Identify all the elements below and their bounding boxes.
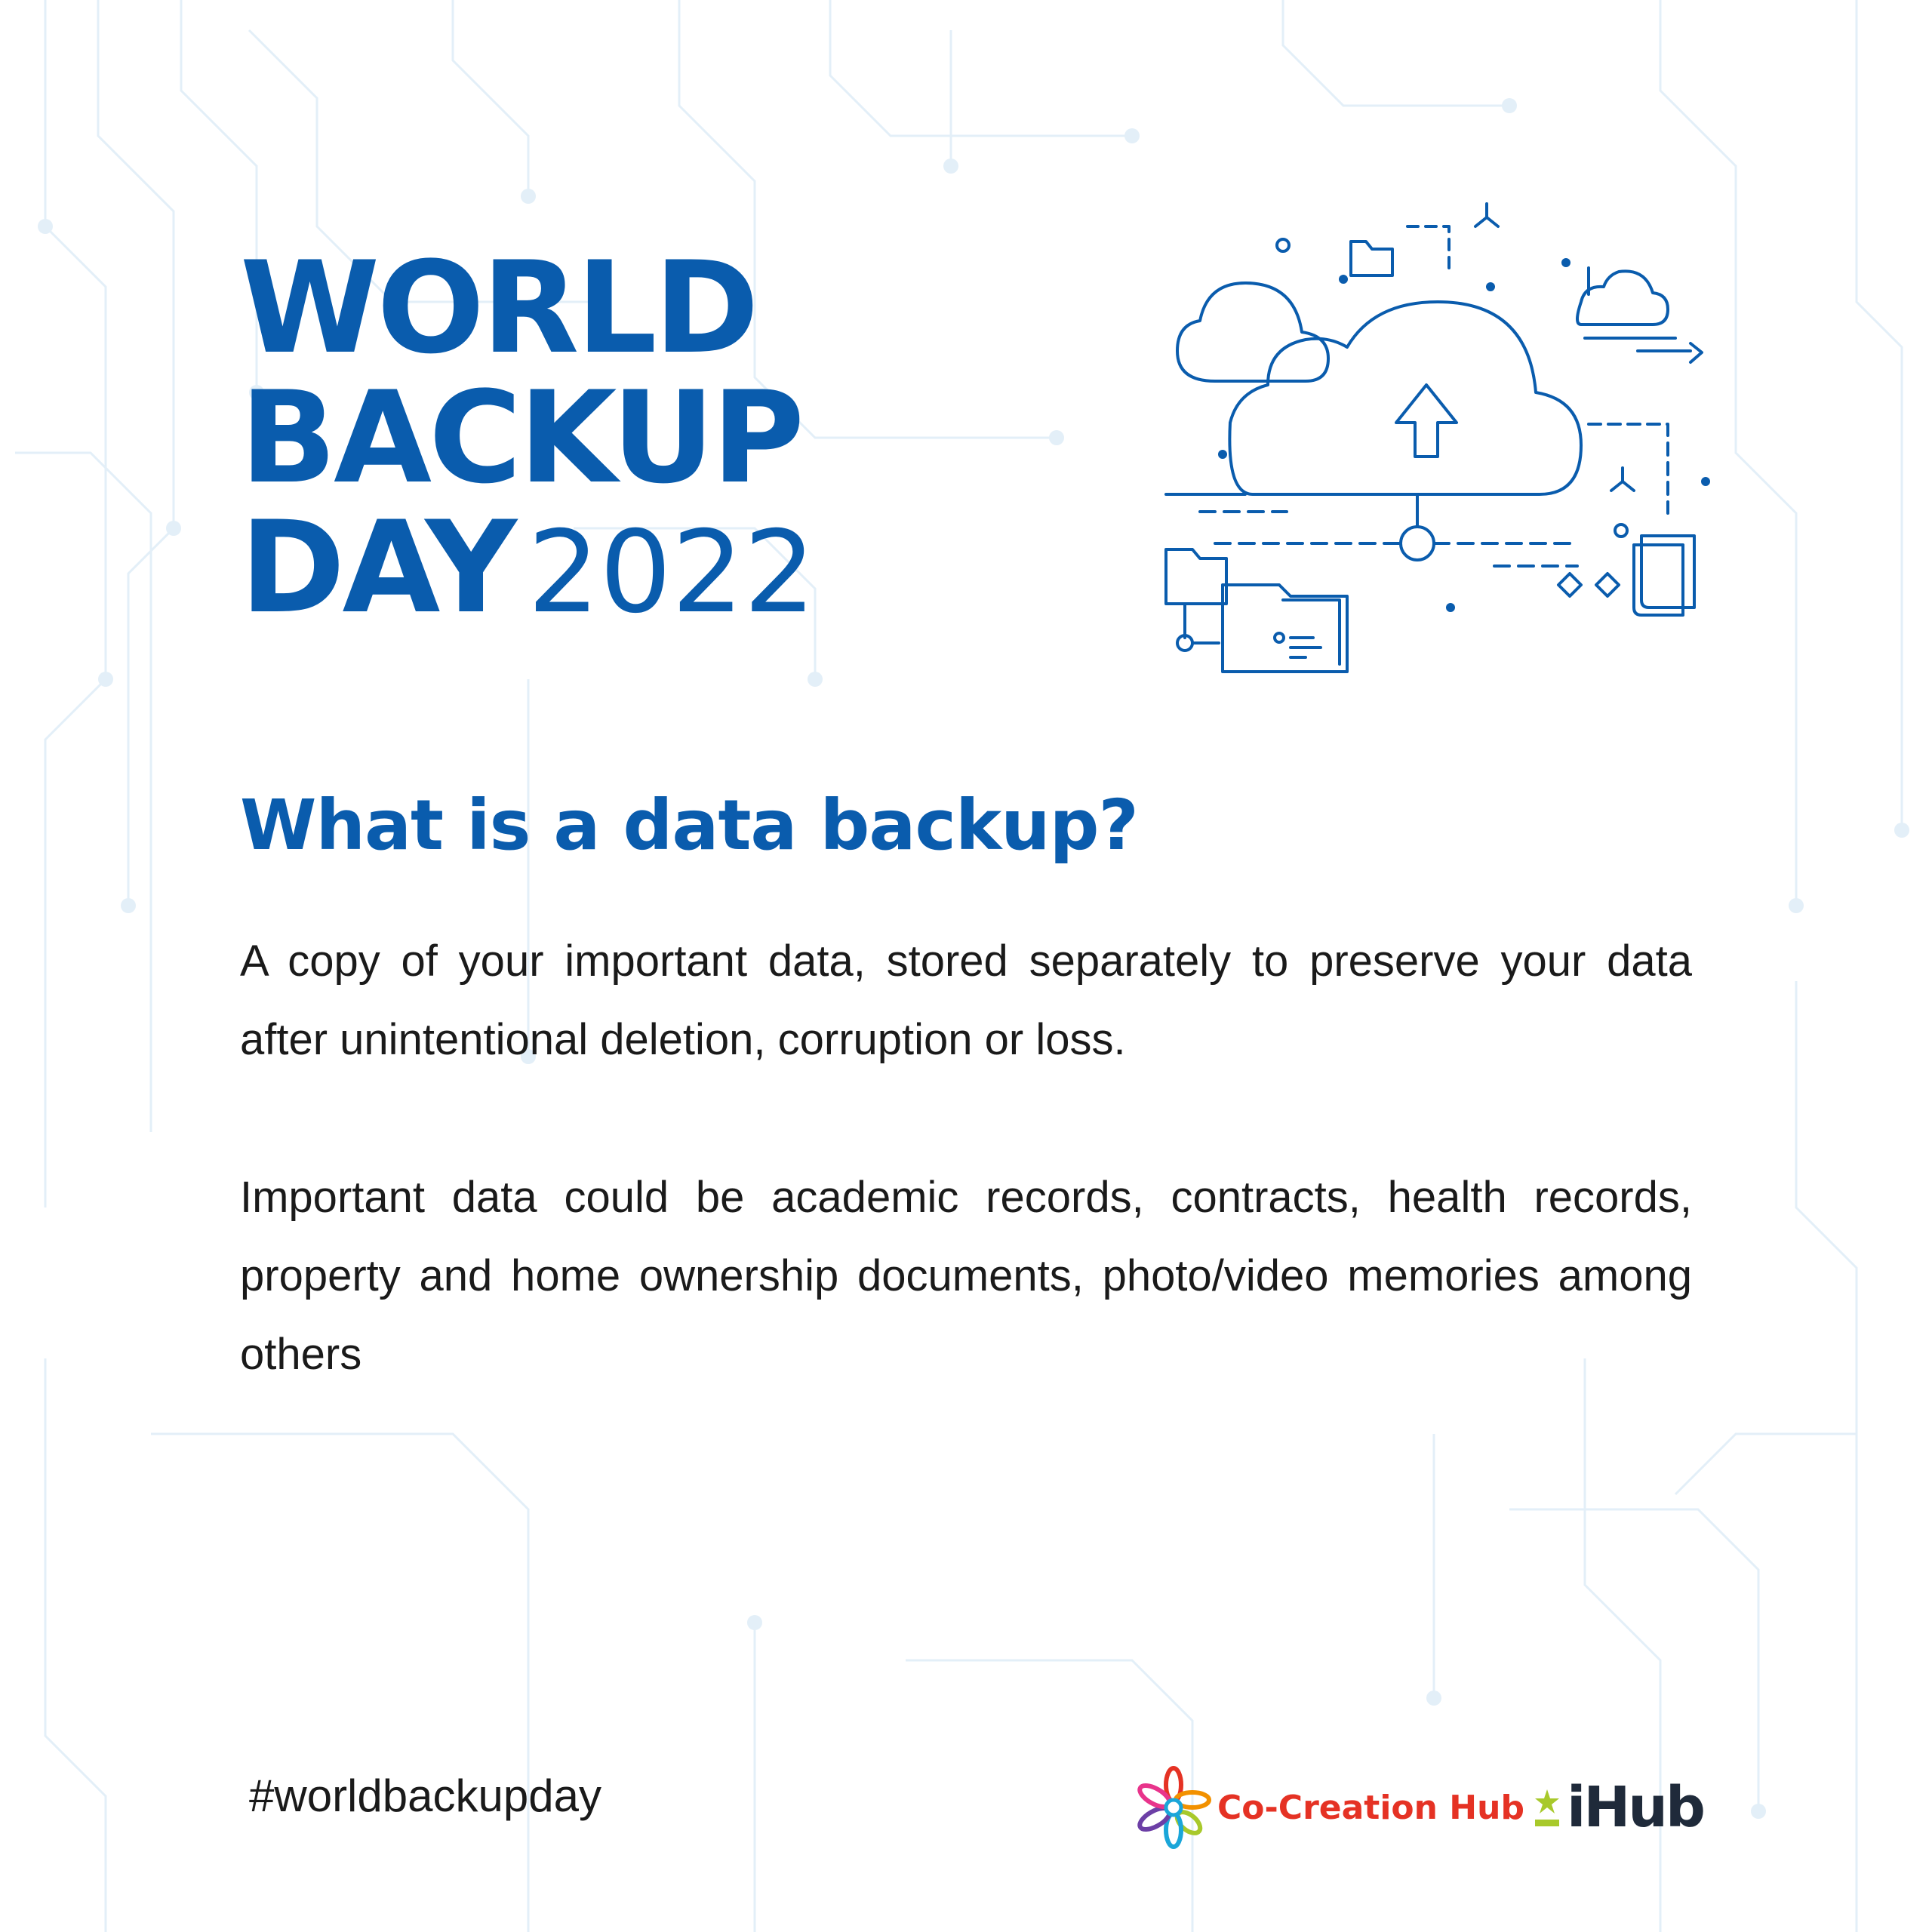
- title-line-backup: BACKUP: [240, 364, 802, 512]
- folder-icon: [1223, 585, 1347, 672]
- document-icon: [1641, 536, 1694, 608]
- title-line-day: [240, 494, 816, 641]
- title-line-world: WORLD: [240, 234, 756, 382]
- folder-icon: [1166, 549, 1226, 604]
- cocreation-hub-name: Co-Creation Hub: [1217, 1788, 1524, 1827]
- title-year: 2022: [528, 507, 816, 638]
- cloud-upload-icon: [1229, 302, 1581, 494]
- paragraph-examples: Important data could be academic records, contracts, health records, property and home ownership documents, photo/video memories among others: [240, 1173, 1692, 1379]
- folder-icon: [1351, 242, 1392, 275]
- cloud-upload-illustration: [1155, 196, 1721, 687]
- paragraph-definition: A copy of your important data, stored separately to preserve your data after unintentional deletion, corruption or loss.: [240, 937, 1692, 1064]
- flower-icon: [1136, 1766, 1211, 1849]
- star-icon: [1532, 1785, 1562, 1830]
- section-heading: What is a data backup?: [240, 785, 1138, 866]
- ihub-name: iHub: [1567, 1775, 1703, 1840]
- cloud-icon: [1177, 283, 1328, 381]
- hashtag: #worldbackupday: [249, 1770, 601, 1821]
- page-title: [240, 234, 816, 641]
- upload-arrow-icon: [1396, 385, 1457, 457]
- ihub-logo: [1532, 1770, 1703, 1845]
- cloud-icon: [1577, 271, 1668, 325]
- title-day-word: DAY: [240, 494, 515, 641]
- cocreation-hub-logo: [1136, 1762, 1524, 1853]
